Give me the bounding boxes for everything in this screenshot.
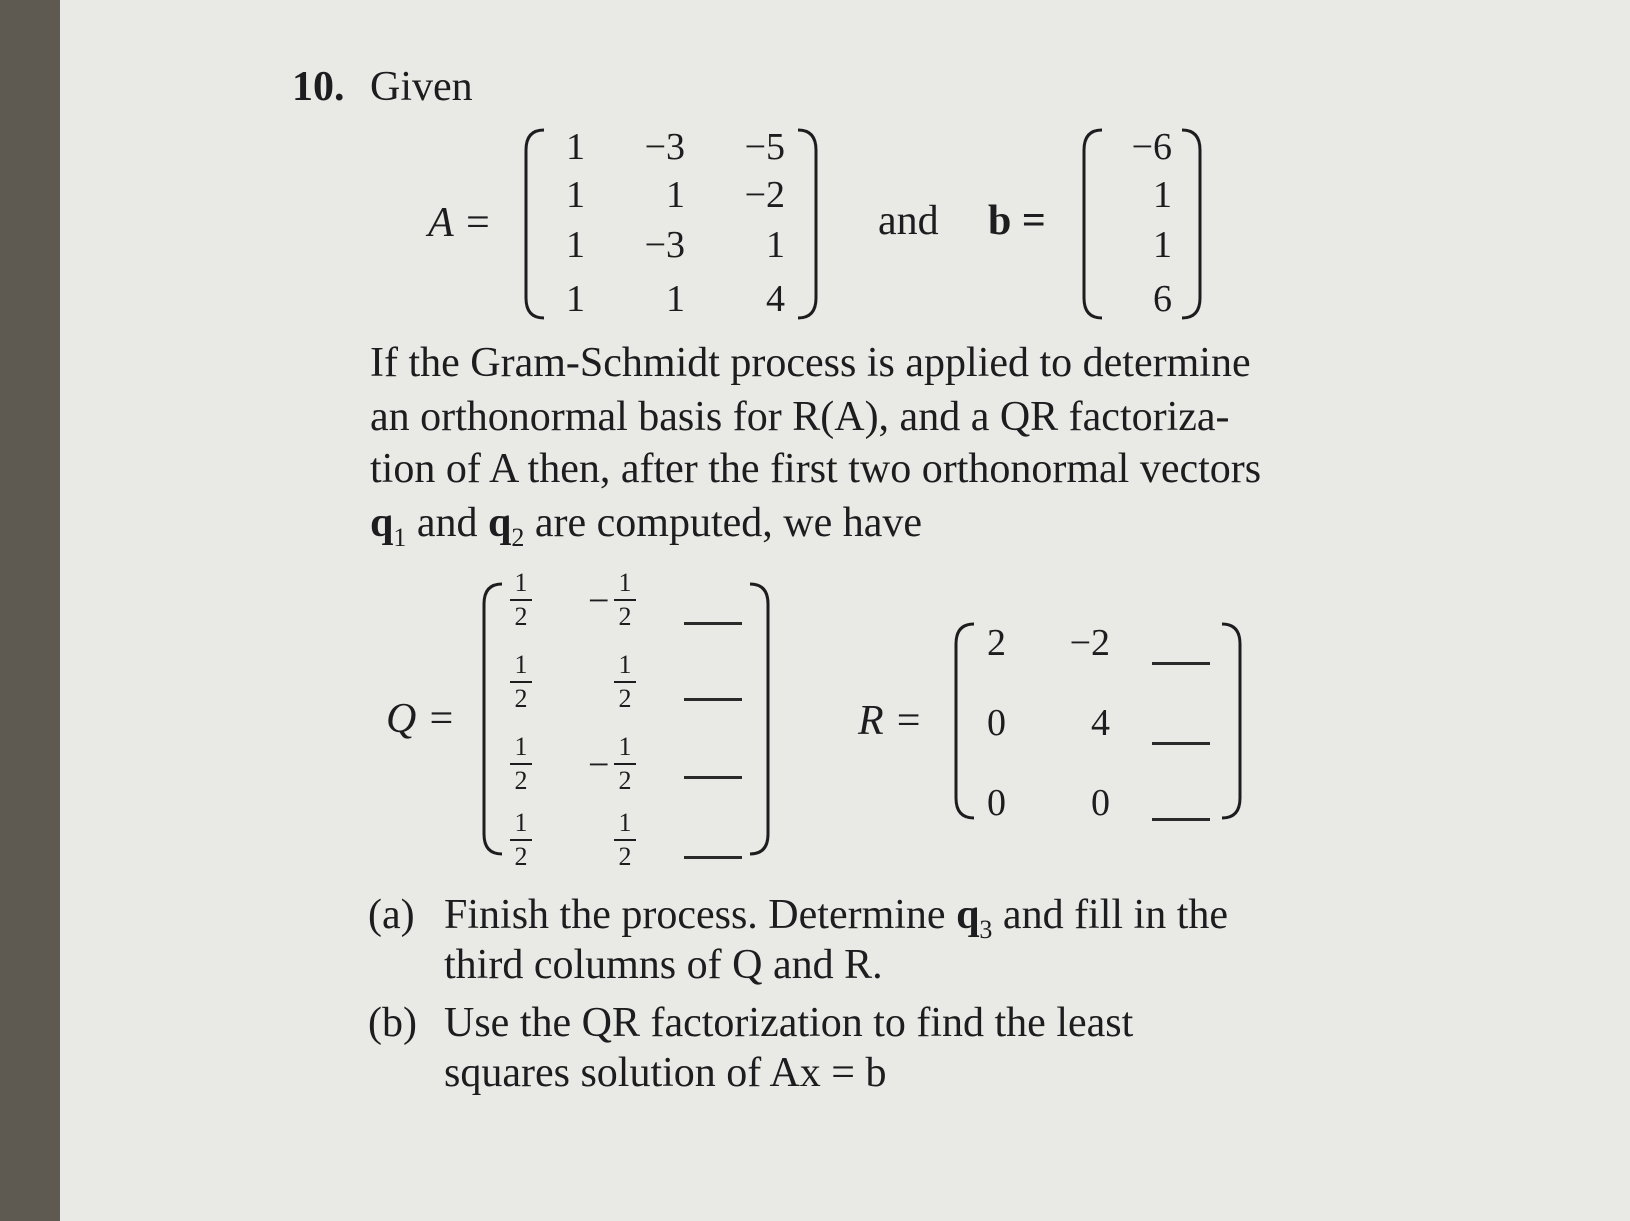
q1-subscript: 1 bbox=[393, 523, 407, 552]
part-b-line-1: Use the QR factorization to find the least bbox=[444, 1000, 1134, 1046]
Q-minus-sign: − bbox=[588, 744, 610, 786]
Q-fraction: 1 2 bbox=[510, 810, 532, 870]
R-blank-entry bbox=[1152, 742, 1210, 745]
part-a-text-end: and fill in the bbox=[1002, 892, 1229, 938]
Q-blank-entry bbox=[684, 622, 742, 625]
A-cell: 1 bbox=[666, 174, 685, 216]
matrix-R-label: R = bbox=[858, 698, 923, 744]
Q-blank-entry bbox=[684, 856, 742, 859]
A-cell: −5 bbox=[744, 126, 785, 168]
matrix-Q-left-bracket bbox=[478, 580, 508, 858]
A-cell: −2 bbox=[744, 174, 785, 216]
Q-fraction: 1 2 bbox=[510, 734, 532, 794]
part-a-text: Finish the process. Determine bbox=[444, 892, 946, 938]
part-a-label: (a) bbox=[368, 892, 415, 938]
A-cell: 4 bbox=[766, 278, 785, 320]
problem-number: 10. bbox=[292, 64, 345, 110]
paragraph-q-line bbox=[370, 496, 922, 555]
part-b-label: (b) bbox=[368, 1000, 417, 1046]
problem-intro: Given bbox=[370, 64, 473, 110]
q3-symbol: q bbox=[956, 892, 980, 938]
q1-symbol: q bbox=[370, 500, 394, 546]
b-cell: 6 bbox=[1153, 278, 1172, 320]
R-cell: −2 bbox=[1069, 622, 1110, 664]
paragraph-line: tion of A then, after the first two orthonormal vectors bbox=[370, 446, 1262, 492]
Q-blank-entry bbox=[684, 776, 742, 779]
R-blank-entry bbox=[1152, 662, 1210, 665]
Q-fraction: 1 2 bbox=[614, 570, 636, 630]
R-blank-entry bbox=[1152, 818, 1210, 821]
A-cell: −3 bbox=[644, 224, 685, 266]
Q-minus-sign: − bbox=[588, 580, 610, 622]
binder-edge bbox=[0, 0, 60, 1221]
A-cell: 1 bbox=[566, 174, 585, 216]
q2-symbol: q bbox=[488, 500, 512, 546]
Q-blank-entry bbox=[684, 698, 742, 701]
b-cell: 1 bbox=[1153, 174, 1172, 216]
matrix-Q-label: Q = bbox=[386, 696, 456, 742]
matrix-A-right-bracket bbox=[792, 126, 822, 322]
A-cell: −3 bbox=[644, 126, 685, 168]
paragraph-line: If the Gram-Schmidt process is applied to determine bbox=[370, 340, 1251, 386]
matrix-R-right-bracket bbox=[1216, 620, 1246, 822]
R-cell: 0 bbox=[987, 702, 1006, 744]
Q-fraction: 1 2 bbox=[614, 652, 636, 712]
paragraph-line: an orthonormal basis for R(A), and a QR factoriza- bbox=[370, 394, 1230, 440]
R-cell: 0 bbox=[1091, 782, 1110, 824]
R-cell: 4 bbox=[1091, 702, 1110, 744]
q-line-and: and bbox=[416, 500, 478, 546]
part-a-line-2: third columns of Q and R. bbox=[444, 942, 883, 988]
q3-subscript: 3 bbox=[979, 915, 993, 944]
A-cell: 1 bbox=[566, 224, 585, 266]
and-word: and bbox=[878, 198, 939, 244]
matrix-Q-right-bracket bbox=[744, 580, 774, 858]
R-cell: 2 bbox=[987, 622, 1006, 664]
Q-fraction: 1 2 bbox=[510, 570, 532, 630]
A-cell: 1 bbox=[566, 126, 585, 168]
A-cell: 1 bbox=[566, 278, 585, 320]
Q-fraction: 1 2 bbox=[510, 652, 532, 712]
vector-b-right-bracket bbox=[1176, 126, 1206, 322]
R-cell: 0 bbox=[987, 782, 1006, 824]
vector-b-label: b = bbox=[988, 198, 1046, 244]
Q-fraction: 1 2 bbox=[614, 810, 636, 870]
b-cell: 1 bbox=[1153, 224, 1172, 266]
q-line-rest: are computed, we have bbox=[534, 500, 923, 546]
b-cell: −6 bbox=[1131, 126, 1172, 168]
part-b-line-2: squares solution of Ax = b bbox=[444, 1050, 887, 1096]
Q-fraction: 1 2 bbox=[614, 734, 636, 794]
matrix-A-label: A = bbox=[428, 200, 492, 246]
A-cell: 1 bbox=[766, 224, 785, 266]
A-cell: 1 bbox=[666, 278, 685, 320]
q2-subscript: 2 bbox=[511, 523, 525, 552]
